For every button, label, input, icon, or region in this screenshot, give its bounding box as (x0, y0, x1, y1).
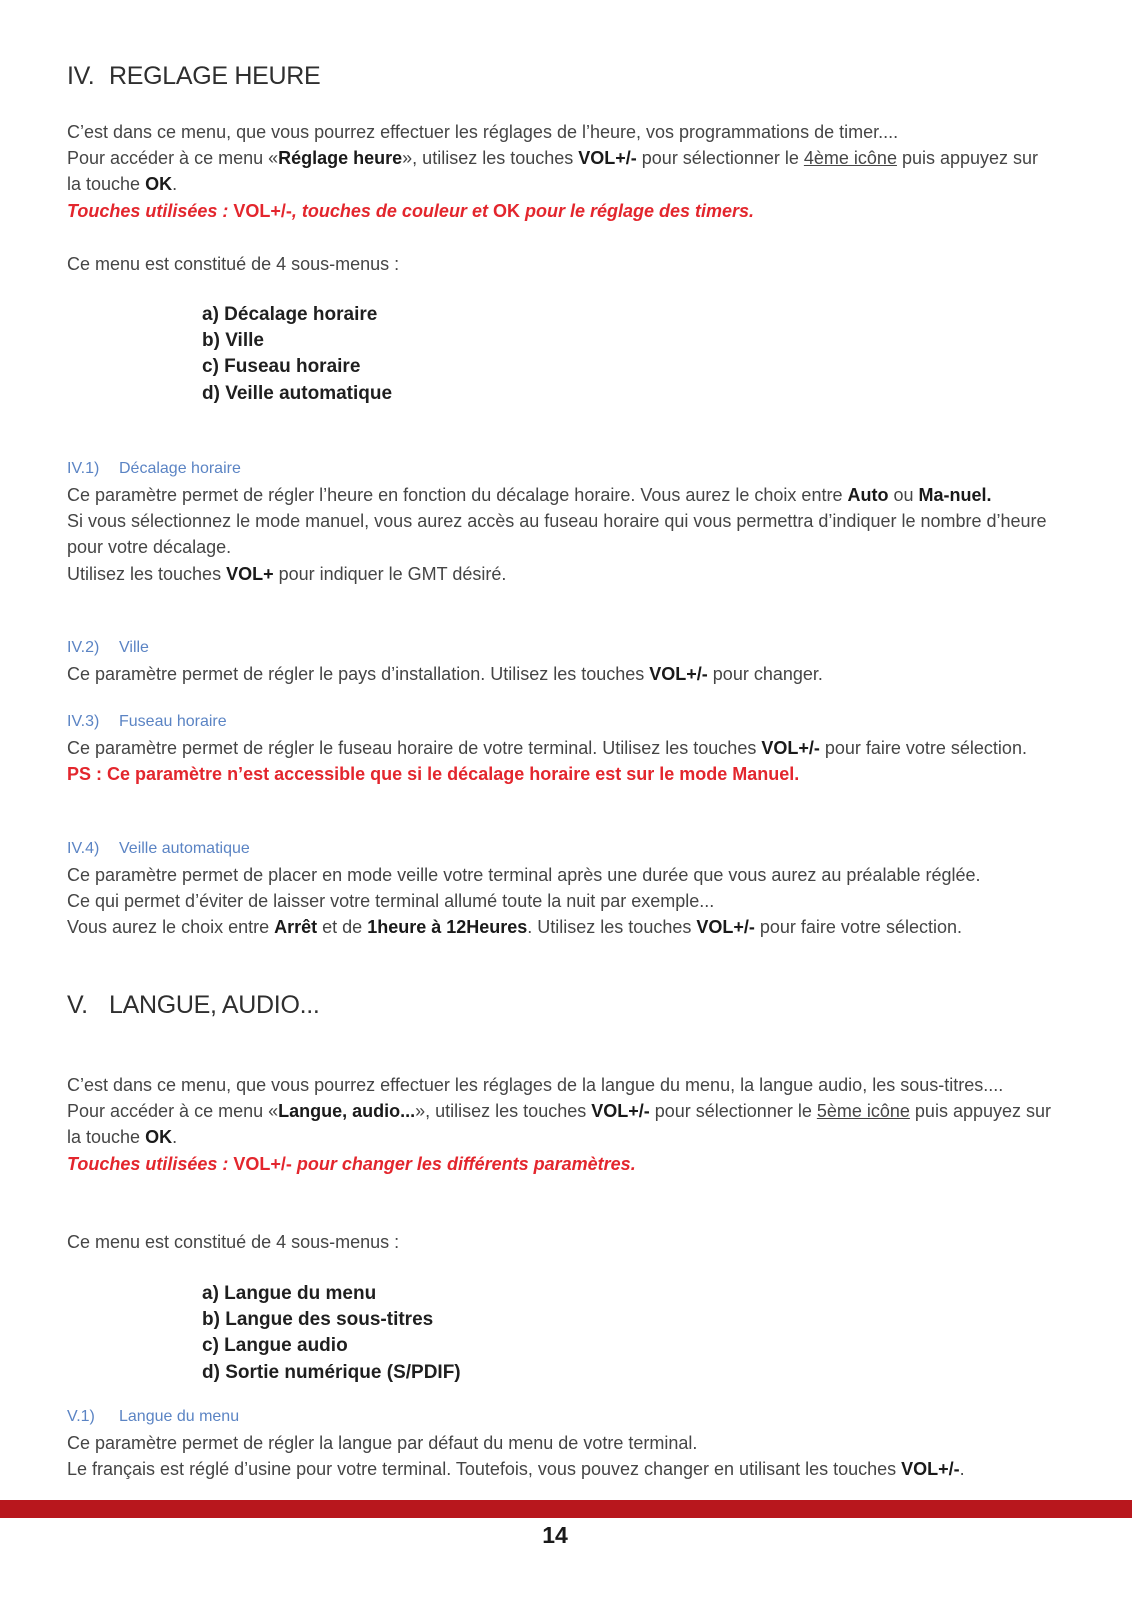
page-number: 14 (542, 1522, 568, 1548)
section-4-intro: C’est dans ce menu, que vous pourrez effectuer les réglages de l’heure, vos programmations de timer.... Pour accéder à ce menu «Réglage heure», utilisez les touches VOL+/- pour sélectionner le 4ème icône puis appuyez sur la touche OK. Touches utilisées : VOL+/-, touches de couleur et OK pour le réglage des timers. (67, 122, 1039, 221)
section-4-title (67, 62, 320, 91)
section-4-number: IV. (67, 62, 95, 90)
subsection-4-4-text: Ce paramètre permet de placer en mode veille votre terminal après une durée que vous aurez au préalable réglée. Ce qui permet d’éviter de laisser votre terminal allumé toute la nuit par exemple... Vous aurez le choix entre Arrêt et de 1heure à 12Heures. Utilisez les touches VOL+/- pour faire votre sélection. (67, 865, 981, 938)
list-item: c) Langue audio (202, 1335, 348, 1357)
section-4-submenu-list (202, 302, 392, 407)
subsection-4-1-text: Ce paramètre permet de régler l’heure en fonction du décalage horaire. Vous aurez le choix entre Auto ou Ma-nuel. Si vous sélectionnez le mode manuel, vous aurez accès au fuseau horaire qui vous permettra d’indiquer le nombre d’heure pour votre décalage. Utilisez les touches VOL+ pour indiquer le GMT désiré. (67, 485, 1047, 584)
icon-reference: 5ème icône (816, 1101, 910, 1122)
list-item: d) Sortie numérique (S/PDIF) (202, 1361, 461, 1383)
ok-key: OK (145, 174, 173, 195)
intro-line: C’est dans ce menu, que vous pourrez effectuer les réglages de la langue du menu, la langue audio, les sous-titres.... (67, 1075, 1004, 1095)
menu-name: Langue, audio... (278, 1101, 416, 1122)
subsection-4-3-heading: IV.3) Fuseau horaire (67, 713, 227, 730)
list-item: b) Ville (202, 330, 264, 352)
section-5-submenu-intro: Ce menu est constitué de 4 sous-menus : (67, 1232, 400, 1252)
subsection-4-4-heading: IV.4) Veille automatique (67, 840, 250, 857)
section-4-submenu-intro: Ce menu est constitué de 4 sous-menus : (67, 254, 400, 274)
list-item: b) Langue des sous-titres (202, 1309, 434, 1331)
keys-label: VOL+/- (578, 148, 637, 169)
subsection-4-2-heading: IV.2) Ville (67, 639, 149, 656)
list-item: d) Veille automatique (202, 382, 393, 404)
ps-note: PS : Ce paramètre n’est accessible que si le décalage horaire est sur le mode Manuel. (67, 764, 800, 785)
list-item: c) Fuseau horaire (202, 356, 361, 378)
icon-reference: 4ème icône (803, 148, 897, 169)
footer-bar (0, 1500, 1132, 1518)
section-5-title (67, 991, 320, 1020)
keys-used-note: Touches utilisées : VOL+/- pour changer les différents paramètres. (67, 1153, 636, 1174)
section-5-number: V. (67, 991, 88, 1019)
intro-line: C’est dans ce menu, que vous pourrez effectuer les réglages de l’heure, vos programmations de timer.... (67, 122, 899, 142)
menu-name: Réglage heure (278, 148, 403, 169)
keys-label: VOL+/- (591, 1101, 650, 1122)
subsection-4-2-text: Ce paramètre permet de régler le pays d’installation. Utilisez les touches VOL+/- pour changer. (67, 664, 823, 684)
subsection-4-3-text: Ce paramètre permet de régler le fuseau horaire de votre terminal. Utilisez les touches VOL+/- pour faire votre sélection. PS : Ce paramètre n’est accessible que si le décalage horaire est sur le mode Manuel. (67, 738, 1027, 785)
section-5-submenu-list (202, 1281, 461, 1386)
subsection-4-1-heading: IV.1) Décalage horaire (67, 460, 241, 477)
ok-key: OK (145, 1127, 173, 1148)
list-item: a) Décalage horaire (202, 304, 378, 325)
section-5-heading: LANGUE, AUDIO... (109, 991, 320, 1019)
section-5-intro: C’est dans ce menu, que vous pourrez effectuer les réglages de la langue du menu, la langue audio, les sous-titres.... Pour accéder à ce menu «Langue, audio...», utilisez les touches VOL+/- pour sélectionner le 5ème icône puis appuyez sur la touche OK. Touches utilisées : VOL+/- pour changer les différents paramètres. (67, 1075, 1052, 1174)
keys-used-note: Touches utilisées : VOL+/-, touches de couleur et OK pour le réglage des timers. (67, 200, 755, 221)
section-4-heading: REGLAGE HEURE (109, 62, 321, 90)
subsection-5-1-heading: V.1) Langue du menu (67, 1408, 240, 1425)
list-item: a) Langue du menu (202, 1283, 377, 1304)
subsection-5-1-text: Ce paramètre permet de régler la langue par défaut du menu de votre terminal. Le français est réglé d’usine pour votre terminal. Toutefois, vous pouvez changer en utilisant les touches VOL+/-. (67, 1433, 965, 1480)
